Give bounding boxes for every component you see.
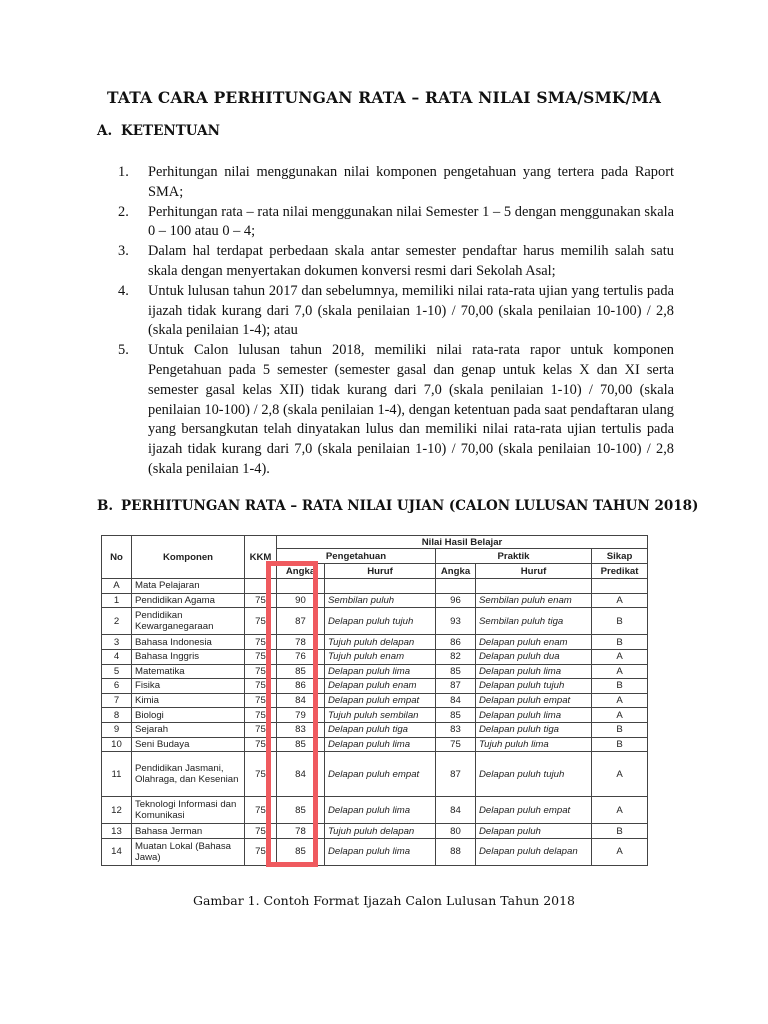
kkm-value: 75: [245, 693, 277, 708]
subject-number: 12: [102, 797, 132, 824]
praktik-huruf: Delapan puluh lima: [476, 664, 592, 679]
praktik-angka: 85: [436, 708, 476, 723]
pengetahuan-angka: 84: [277, 693, 325, 708]
header-komponen: Komponen: [132, 536, 245, 579]
rule-text: Untuk lulusan tahun 2017 dan sebelumnya, memiliki nilai rata-rata ujian yang tertulis pada ijazah tidak kurang dari 7,0 (skala penilaian 1-10) / 70,00 (skala penilaian 10-100) / 2,8 (skala penilaian 1-4); atau: [148, 282, 674, 339]
table-row: [102, 737, 648, 752]
subject-number: 5: [102, 664, 132, 679]
grades-table: [101, 535, 648, 866]
rule-text: Untuk Calon lulusan tahun 2018, memiliki nilai rata-rata rapor untuk komponen Pengetahuan pada 5 semester (semester gasal dan genap untuk kelas X dan XI serta semester gasal kelas XII) tidak kurang dari 7,0 (skala penilaian 1-10) / 70,00 (skala penilaian 10-100) / 2,8 (skala penilaian 1-4), dengan ketentuan pada saat pendaftaran ulang yang bersangkutan telah dinyatakan lulus dan memiliki nilai rata-rata ujian tertulis pada ijazah tidak kurang dari 7,0 (skala penilaian 1-10) / 70,00 (skala penilaian 10-100) / 2,8 (skala penilaian 1-4).: [148, 342, 674, 477]
header-pengetahuan: Pengetahuan: [277, 549, 436, 564]
sikap-predikat: B: [592, 723, 648, 738]
subject-name: Kimia: [132, 693, 245, 708]
pengetahuan-huruf: Delapan puluh lima: [325, 737, 436, 752]
rule-number: 5.: [118, 342, 129, 359]
rule-number: 2.: [118, 203, 129, 220]
praktik-angka: 87: [436, 752, 476, 797]
table-row: [102, 664, 648, 679]
kkm-value: 75: [245, 752, 277, 797]
rule-text: Dalam hal terdapat perbedaan skala antar semester pendaftar harus memilih salah satu skala dengan menyertakan dokumen konversi resmi dari Sekolah Asal;: [148, 243, 674, 279]
pengetahuan-angka: 85: [277, 797, 325, 824]
pengetahuan-huruf: Tujuh puluh delapan: [325, 824, 436, 839]
sikap-predikat: A: [592, 752, 648, 797]
subject-number: 4: [102, 649, 132, 664]
subject-number: 13: [102, 824, 132, 839]
header-kkm: KKM: [245, 536, 277, 579]
praktik-huruf: Delapan puluh tiga: [476, 723, 592, 738]
rule-text: Perhitungan rata – rata nilai menggunakan nilai Semester 1 – 5 dengan menggunakan skala 0 – 100 atau 0 – 4;: [148, 203, 674, 240]
pengetahuan-angka: 76: [277, 649, 325, 664]
kkm-value: 75: [245, 708, 277, 723]
praktik-huruf: Sembilan puluh tiga: [476, 608, 592, 635]
subject-name: Bahasa Jerman: [132, 824, 245, 839]
praktik-angka: 84: [436, 797, 476, 824]
group-no: A: [102, 579, 132, 594]
subject-number: 6: [102, 679, 132, 694]
praktik-huruf: Sembilan puluh enam: [476, 593, 592, 608]
rule-number: 4.: [118, 282, 129, 299]
pengetahuan-huruf: Sembilan puluh: [325, 593, 436, 608]
praktik-angka: 88: [436, 838, 476, 865]
table-row: [102, 797, 648, 824]
pengetahuan-angka: 90: [277, 593, 325, 608]
sikap-predikat: A: [592, 693, 648, 708]
pengetahuan-huruf: Delapan puluh tujuh: [325, 608, 436, 635]
table-row: [102, 593, 648, 608]
sikap-predikat: B: [592, 737, 648, 752]
header-no: No: [102, 536, 132, 579]
subject-number: 3: [102, 635, 132, 650]
header-predikat: Predikat: [592, 564, 648, 579]
kkm-value: 75: [245, 679, 277, 694]
header-angka: Angka: [436, 564, 476, 579]
rule-text: Perhitungan nilai menggunakan nilai komponen pengetahuan yang tertera pada Raport SMA;: [148, 164, 674, 200]
header-huruf: Huruf: [325, 564, 436, 579]
kkm-value: 75: [245, 649, 277, 664]
sikap-predikat: A: [592, 664, 648, 679]
pengetahuan-angka: 78: [277, 824, 325, 839]
praktik-angka: 82: [436, 649, 476, 664]
figure-caption: Gambar 1. Contoh Format Ijazah Calon Lulusan Tahun 2018: [192, 893, 576, 908]
pengetahuan-huruf: Tujuh puluh delapan: [325, 635, 436, 650]
table-row: [102, 752, 648, 797]
praktik-angka: 86: [436, 635, 476, 650]
subject-name: Bahasa Inggris: [132, 649, 245, 664]
pengetahuan-angka: 83: [277, 723, 325, 738]
rule-item: [118, 163, 674, 203]
pengetahuan-huruf: Tujuh puluh enam: [325, 649, 436, 664]
table-row: [102, 708, 648, 723]
praktik-angka: 87: [436, 679, 476, 694]
subject-name: Muatan Lokal (Bahasa Jawa): [132, 838, 245, 865]
subject-number: 9: [102, 723, 132, 738]
sikap-predikat: A: [592, 593, 648, 608]
table-row: [102, 649, 648, 664]
sikap-predikat: B: [592, 608, 648, 635]
header-angka: Angka: [277, 564, 325, 579]
pengetahuan-huruf: Delapan puluh lima: [325, 797, 436, 824]
pengetahuan-huruf: Delapan puluh lima: [325, 838, 436, 865]
subject-name: Pendidikan Agama: [132, 593, 245, 608]
rule-item: [118, 242, 674, 282]
rules-list: [118, 163, 674, 480]
sikap-predikat: B: [592, 824, 648, 839]
kkm-value: 75: [245, 664, 277, 679]
rule-item: [118, 282, 674, 341]
section-a-heading: [97, 123, 220, 139]
subject-name: Teknologi Informasi dan Komunikasi: [132, 797, 245, 824]
rule-item: [118, 203, 674, 243]
pengetahuan-angka: 78: [277, 635, 325, 650]
pengetahuan-huruf: Delapan puluh enam: [325, 679, 436, 694]
subject-name: Sejarah: [132, 723, 245, 738]
rule-item: [118, 341, 674, 480]
sikap-predikat: B: [592, 679, 648, 694]
praktik-huruf: Delapan puluh enam: [476, 635, 592, 650]
document-title: TATA CARA PERHITUNGAN RATA – RATA NILAI SMA/SMK/MA: [106, 88, 662, 107]
section-a-marker: A.: [97, 123, 113, 139]
grades-body: [102, 579, 648, 866]
header-sikap: Sikap: [592, 549, 648, 564]
kkm-value: 75: [245, 608, 277, 635]
table-row: [102, 635, 648, 650]
kkm-value: 75: [245, 824, 277, 839]
rule-number: 3.: [118, 243, 129, 260]
sikap-predikat: A: [592, 797, 648, 824]
subject-number: 7: [102, 693, 132, 708]
section-b-marker: B.: [97, 498, 114, 514]
subject-number: 10: [102, 737, 132, 752]
group-row: [102, 579, 648, 594]
praktik-huruf: Delapan puluh tujuh: [476, 752, 592, 797]
pengetahuan-angka: 85: [277, 838, 325, 865]
table-row: [102, 838, 648, 865]
table-row: [102, 679, 648, 694]
table-row: [102, 824, 648, 839]
praktik-huruf: Delapan puluh dua: [476, 649, 592, 664]
pengetahuan-huruf: Delapan puluh empat: [325, 693, 436, 708]
sikap-predikat: A: [592, 708, 648, 723]
subject-name: Pendidikan Kewarganegaraan: [132, 608, 245, 635]
header-huruf: Huruf: [476, 564, 592, 579]
subject-name: Matematika: [132, 664, 245, 679]
pengetahuan-angka: 85: [277, 737, 325, 752]
table-row: [102, 693, 648, 708]
subject-name: Fisika: [132, 679, 245, 694]
pengetahuan-angka: 85: [277, 664, 325, 679]
kkm-value: 75: [245, 593, 277, 608]
subject-number: 11: [102, 752, 132, 797]
table-row: [102, 723, 648, 738]
praktik-huruf: Delapan puluh lima: [476, 708, 592, 723]
kkm-value: 75: [245, 635, 277, 650]
subject-name: Pendidikan Jasmani, Olahraga, dan Kesenian: [132, 752, 245, 797]
kkm-value: 75: [245, 737, 277, 752]
group-label: Mata Pelajaran: [132, 579, 245, 594]
pengetahuan-huruf: Tujuh puluh sembilan: [325, 708, 436, 723]
rule-number: 1.: [118, 164, 129, 180]
subject-name: Biologi: [132, 708, 245, 723]
kkm-value: 75: [245, 797, 277, 824]
kkm-value: 75: [245, 723, 277, 738]
header-nilai-hasil-belajar: Nilai Hasil Belajar: [277, 536, 648, 549]
praktik-angka: 75: [436, 737, 476, 752]
praktik-huruf: Delapan puluh empat: [476, 797, 592, 824]
subject-name: Seni Budaya: [132, 737, 245, 752]
grades-figure: [101, 535, 647, 866]
praktik-huruf: Delapan puluh empat: [476, 693, 592, 708]
kkm-value: 75: [245, 838, 277, 865]
pengetahuan-huruf: Delapan puluh tiga: [325, 723, 436, 738]
subject-number: 14: [102, 838, 132, 865]
praktik-angka: 80: [436, 824, 476, 839]
table-row: [102, 608, 648, 635]
praktik-angka: 84: [436, 693, 476, 708]
pengetahuan-angka: 79: [277, 708, 325, 723]
pengetahuan-angka: 87: [277, 608, 325, 635]
sikap-predikat: A: [592, 649, 648, 664]
praktik-huruf: Tujuh puluh lima: [476, 737, 592, 752]
praktik-angka: 96: [436, 593, 476, 608]
section-a-title: KETENTUAN: [121, 123, 220, 139]
sikap-predikat: B: [592, 635, 648, 650]
sikap-predikat: A: [592, 838, 648, 865]
pengetahuan-huruf: Delapan puluh empat: [325, 752, 436, 797]
subject-name: Bahasa Indonesia: [132, 635, 245, 650]
pengetahuan-angka: 86: [277, 679, 325, 694]
praktik-huruf: Delapan puluh: [476, 824, 592, 839]
header-praktik: Praktik: [436, 549, 592, 564]
section-b-title: PERHITUNGAN RATA – RATA NILAI UJIAN (CALON LULUSAN TAHUN 2018): [121, 498, 699, 514]
praktik-angka: 83: [436, 723, 476, 738]
subject-number: 1: [102, 593, 132, 608]
praktik-huruf: Delapan puluh tujuh: [476, 679, 592, 694]
pengetahuan-huruf: Delapan puluh lima: [325, 664, 436, 679]
praktik-angka: 93: [436, 608, 476, 635]
praktik-huruf: Delapan puluh delapan: [476, 838, 592, 865]
section-b-heading: [97, 498, 698, 514]
subject-number: 8: [102, 708, 132, 723]
praktik-angka: 85: [436, 664, 476, 679]
pengetahuan-angka: 84: [277, 752, 325, 797]
subject-number: 2: [102, 608, 132, 635]
